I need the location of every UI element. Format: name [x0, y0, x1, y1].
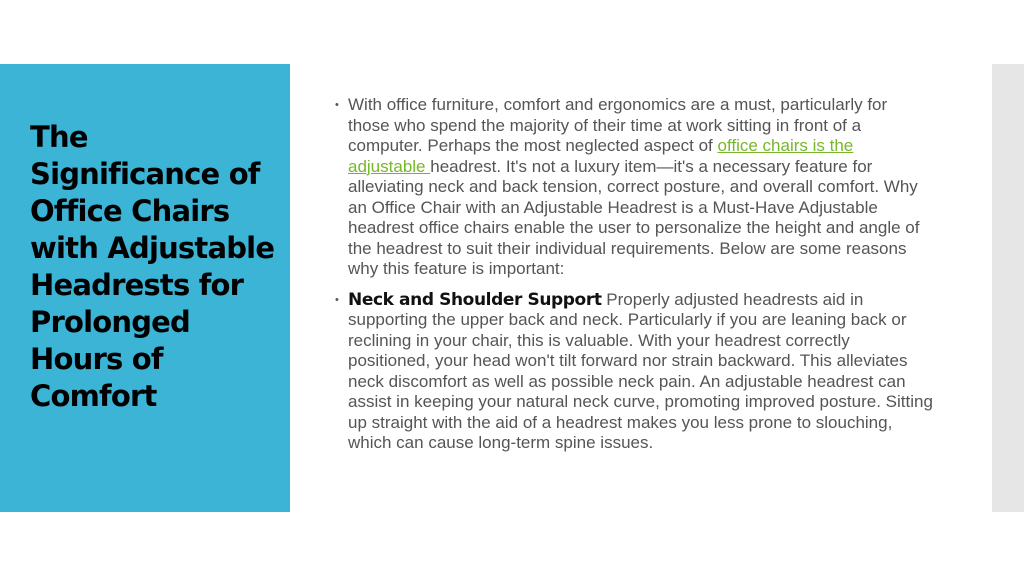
- bullet-intro: [333, 95, 933, 280]
- content-body: [333, 95, 933, 464]
- bullet-icon: •: [335, 99, 339, 111]
- intro-text-after: headrest. It's not a luxury item—it's a necessary feature for alleviating neck and back tension, correct posture, and overall comfort. Why an Office Chair with an Adjustable Headrest is a Must-Have Adjustable headrest office chairs enable the user to personalize the height and angle of the headrest to suit their individual requirements. Below are some reasons why this feature is important:: [348, 156, 920, 278]
- right-decorative-strip: [992, 64, 1024, 512]
- office-chairs-link[interactable]: office chairs is the adjustable: [348, 136, 854, 176]
- intro-text-before: With office furniture, comfort and ergonomics are a must, particularly for those who spend the majority of their time at work sitting in front of a computer. Perhaps the most neglected aspect of: [348, 95, 888, 155]
- bullet-neck-support: [333, 290, 933, 454]
- bullet-heading: Neck and Shoulder Support: [348, 289, 602, 310]
- neck-support-text: Properly adjusted headrests aid in supporting the upper back and neck. Particularly if you are leaning back or reclining in your chair, this is valuable. With your headrest correctly positioned, your head won't tilt forward nor strain backward. This alleviates neck discomfort as well as possible neck pain. An adjustable headrest can assist in keeping your natural neck curve, promoting improved posture. Sitting up straight with the aid of a headrest makes you less prone to slouching, which can cause long-term spine issues.: [348, 289, 933, 452]
- slide-title: The Significance of Office Chairs with Adjustable Headrests for Prolonged Hours of Comfort: [30, 120, 275, 413]
- bullet-icon: •: [335, 293, 339, 306]
